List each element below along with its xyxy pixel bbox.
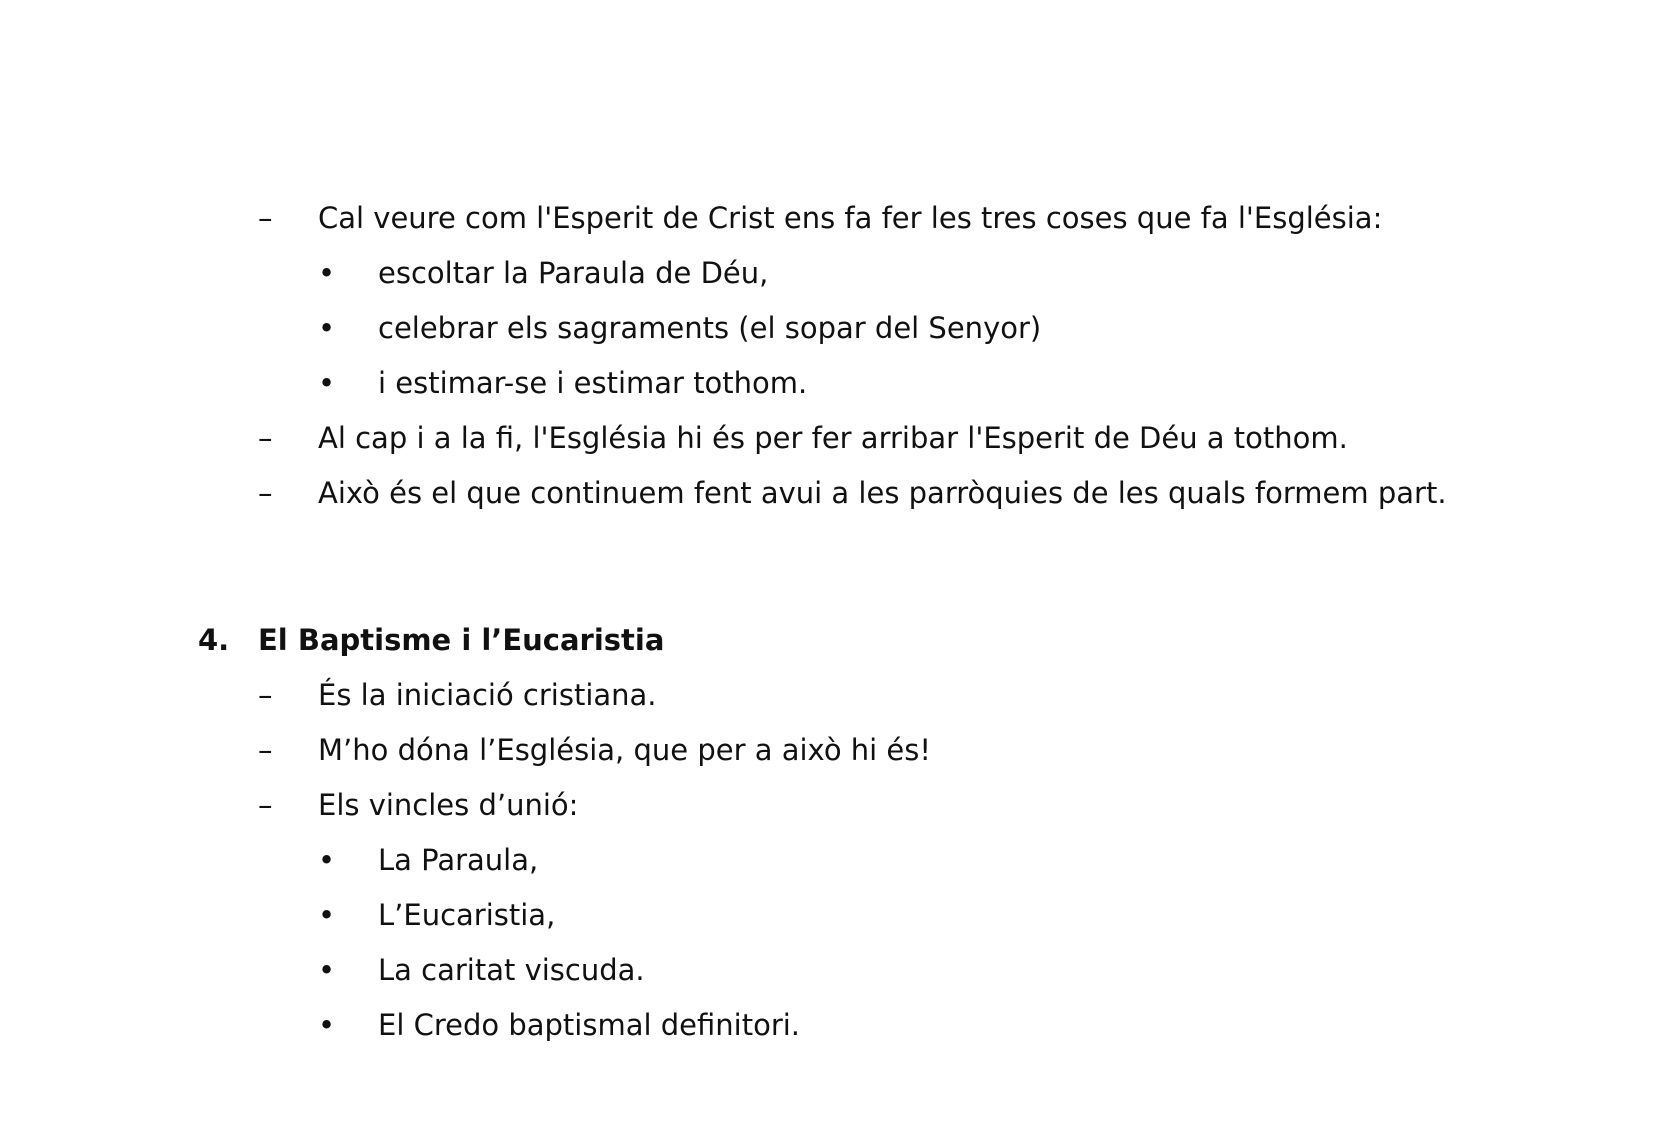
bullet-marker: • (318, 843, 336, 877)
list-item: El Credo baptismal definitori. (378, 1008, 801, 1042)
dash-marker: – (258, 788, 273, 822)
point-text: És la iniciació cristiana. (318, 678, 657, 712)
section-number: 4. (198, 623, 230, 657)
section-title: El Baptisme i l’Eucaristia (258, 623, 665, 657)
dash-marker: – (258, 201, 273, 235)
point-text: M’ho dóna l’Església, que per a això hi és! (318, 733, 932, 767)
list-item: La Paraula, (378, 843, 539, 877)
dash-marker: – (258, 678, 273, 712)
list-item: La caritat viscuda. (378, 953, 645, 987)
list-item: i estimar-se i estimar tothom. (378, 366, 808, 400)
point-text: Al cap i a la fi, l'Església hi és per fer arribar l'Esperit de Déu a tothom. (318, 421, 1348, 455)
dash-marker: – (258, 733, 273, 767)
bullet-marker: • (318, 953, 336, 987)
bullet-marker: • (318, 1008, 336, 1042)
dash-marker: – (258, 421, 273, 455)
list-item: celebrar els sagraments (el sopar del Senyor) (378, 311, 1042, 345)
point-text: Els vincles d’unió: (318, 788, 579, 822)
bullet-marker: • (318, 311, 336, 345)
dash-marker: – (258, 476, 273, 510)
bullet-marker: • (318, 256, 336, 290)
list-item: L’Eucaristia, (378, 898, 556, 932)
list-item: escoltar la Paraula de Déu, (378, 256, 769, 290)
intro-text: Cal veure com l'Esperit de Crist ens fa fer les tres coses que fa l'Església: (318, 201, 1383, 235)
bullet-marker: • (318, 366, 336, 400)
bullet-marker: • (318, 898, 336, 932)
point-text: Això és el que continuem fent avui a les parròquies de les quals formem part. (318, 476, 1447, 510)
